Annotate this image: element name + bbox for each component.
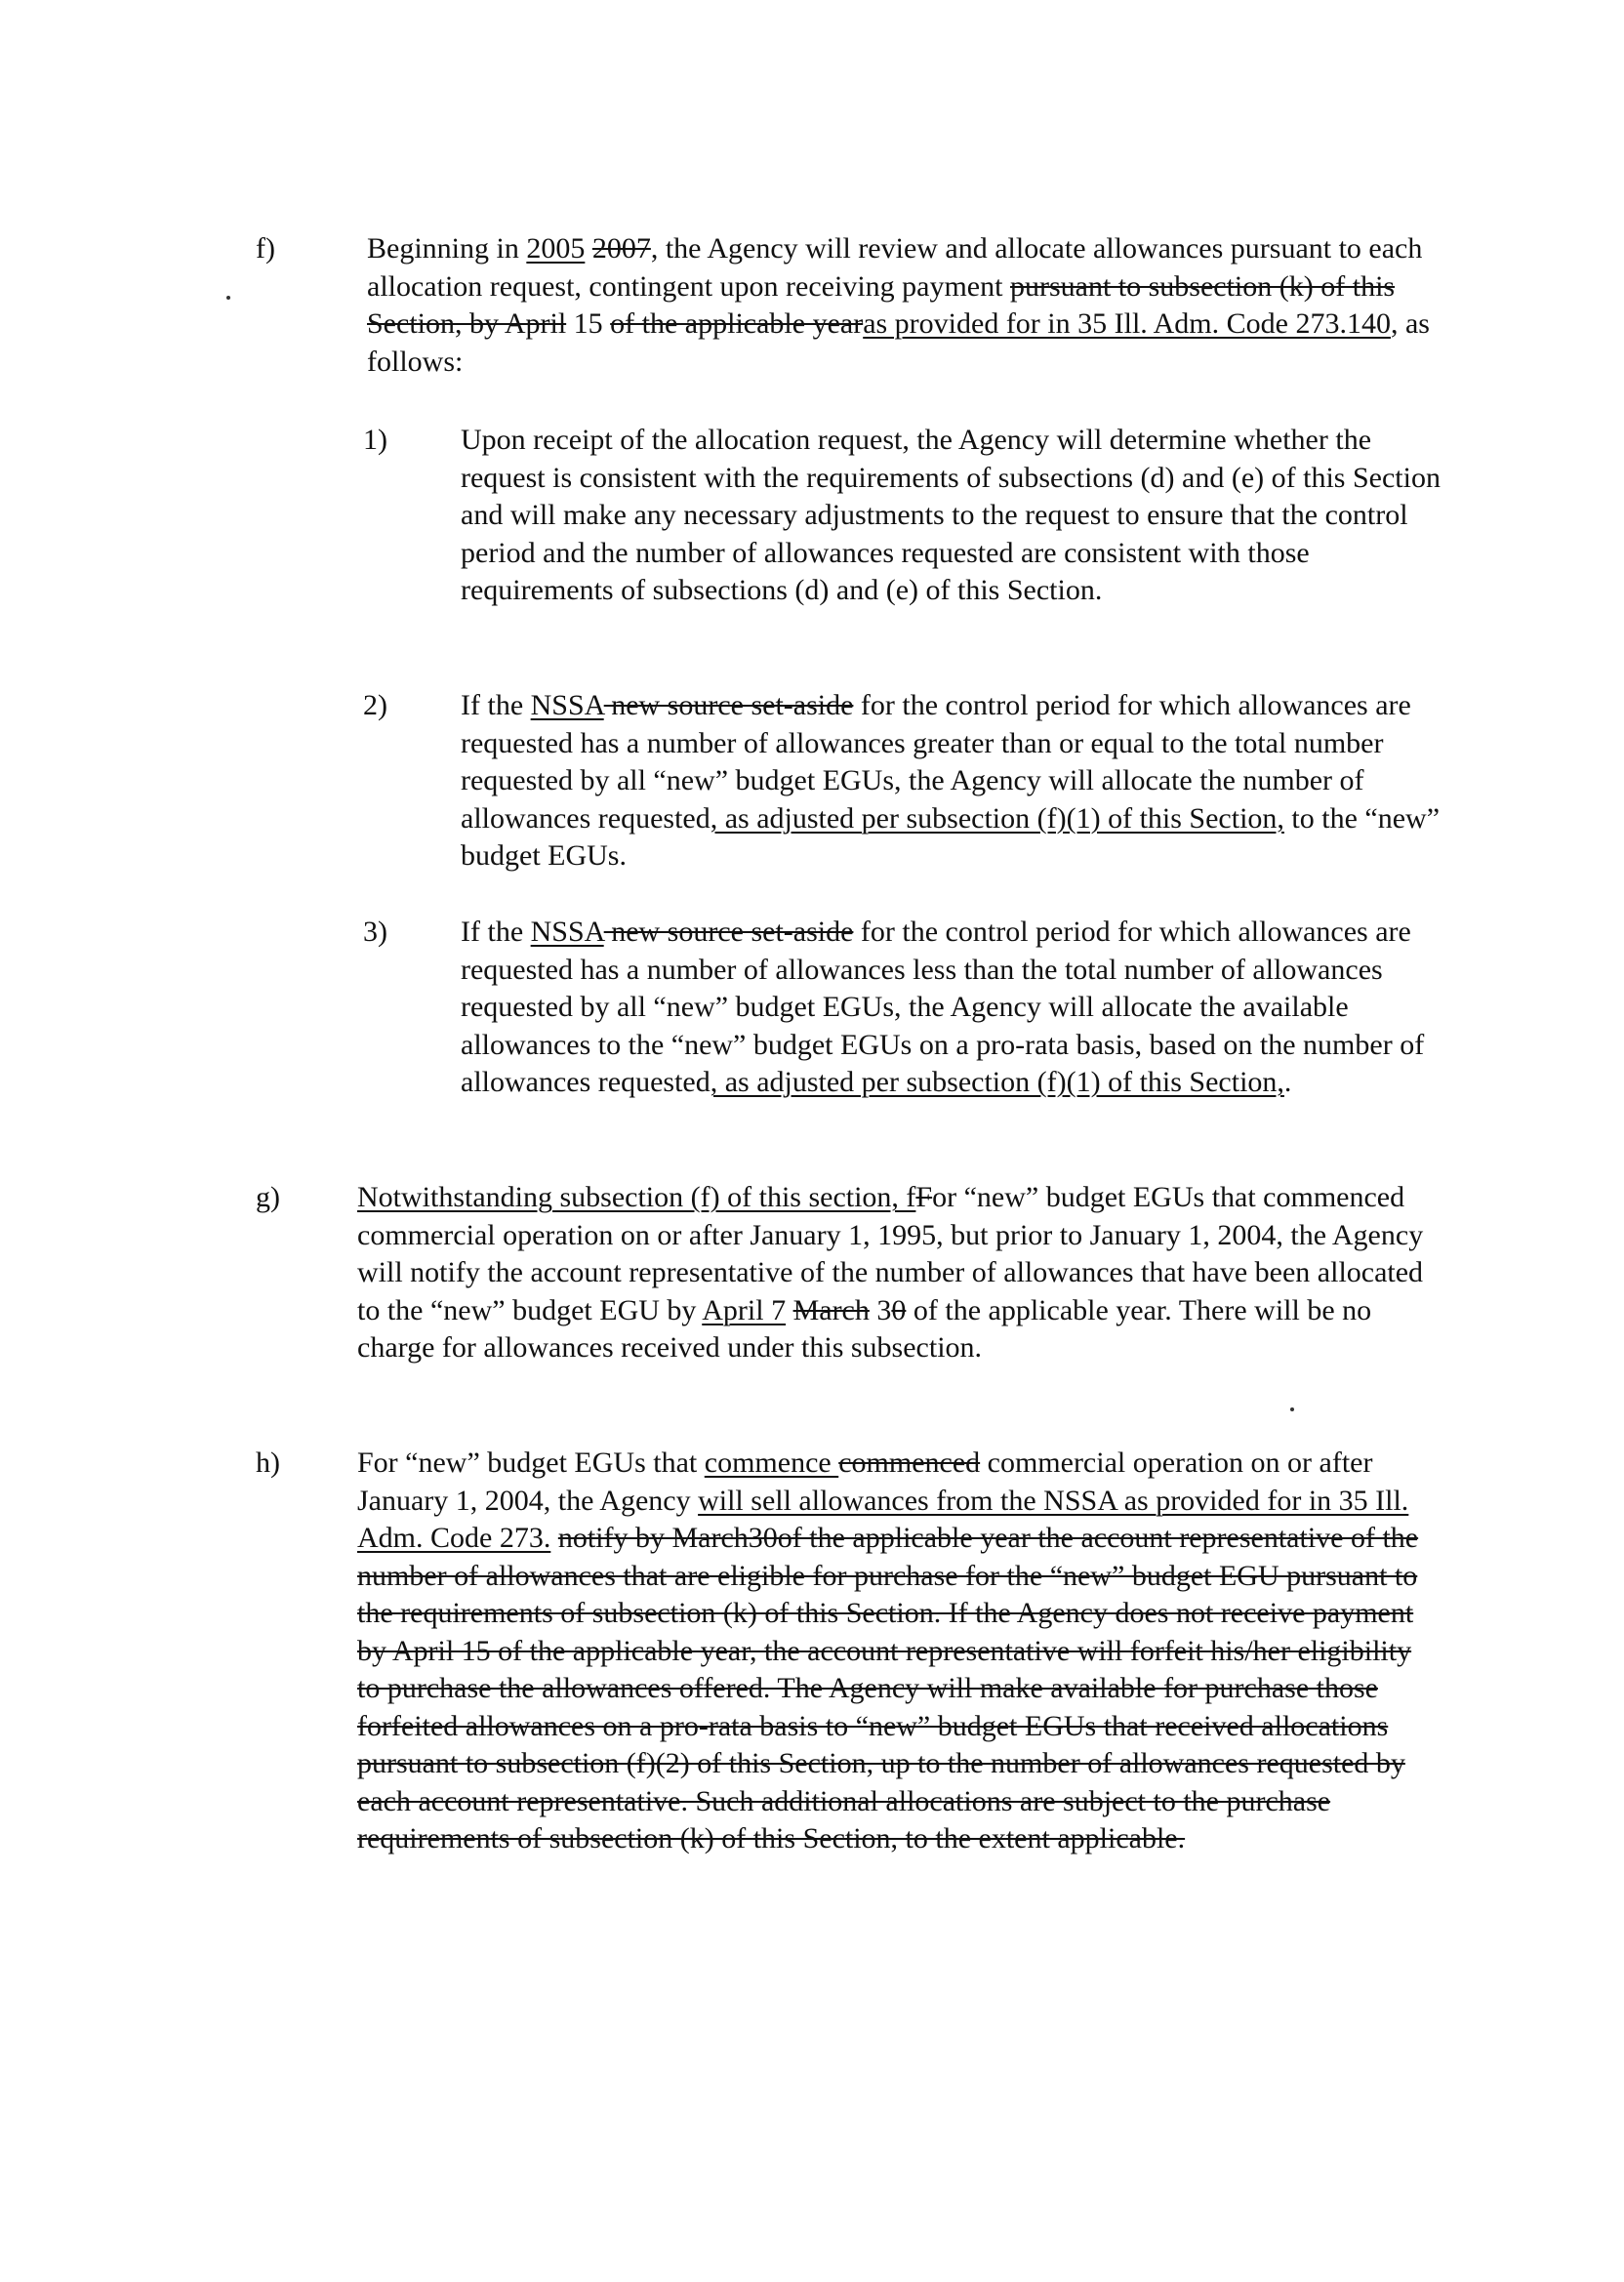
- section-g-marker: g): [256, 1181, 280, 1213]
- inserted-text: April 7: [702, 1293, 787, 1326]
- item-2-marker: 2): [363, 689, 387, 721]
- deleted-text: new source set-aside: [603, 916, 854, 948]
- deleted-text: pursuant to subsection (k) of this Section, by April: [367, 269, 1396, 340]
- body-text: [786, 1294, 793, 1326]
- section-g-text: [357, 1179, 1441, 1367]
- deleted-text: of the applicable year: [610, 307, 864, 340]
- item-3-marker: 3): [363, 916, 387, 948]
- inserted-text: will sell allowances from the NSSA as provided for in 35 Ill. Adm. Code 273.: [357, 1484, 1409, 1554]
- inserted-text: commence: [704, 1447, 839, 1479]
- item-1-text: [461, 422, 1446, 610]
- body-text: .: [1283, 1066, 1292, 1098]
- body-text: 3: [869, 1293, 892, 1326]
- body-text: 15: [566, 307, 611, 340]
- body-text: [585, 232, 592, 265]
- inserted-text: , as adjusted per subsection (f)(1) of this Section,: [710, 801, 1284, 835]
- inserted-text: 2005: [526, 232, 586, 265]
- body-text: If the: [461, 916, 531, 948]
- body-text: Upon receipt of the allocation request, the Agency will determine whether the request is consistent with the requirements of subsections (d) and (e) of this Section and will make any necessary adjustments to the request to ensure that the control period and the number of allowances requested are consistent with those requirements of subsections (d) and (e) of this Section.: [461, 424, 1441, 606]
- body-text: If the: [461, 689, 531, 721]
- inserted-text: as provided for in 35 Ill. Adm. Code 273.140: [863, 307, 1391, 340]
- deleted-text: 2007: [591, 232, 651, 265]
- body-text: commercial operation on or after January 1, 2004, the Agency: [357, 1447, 1373, 1517]
- body-text: or “new” budget EGUs that commenced commercial operation on or after January 1, 1995, but prior to January 1, 2004, the Agency will notify the account representative of the number of allowances that have been allocated to the “new” budget EGU by: [357, 1181, 1424, 1326]
- section-h-marker: h): [256, 1447, 280, 1479]
- body-text: For “new” budget EGUs that: [357, 1447, 705, 1479]
- item-3-text: [461, 914, 1446, 1102]
- body-text: for the control period for which allowances are requested has a number of allowances less than the total number of allowances requested by all “new” budget EGUs, the Agency will allocate the available allowances to the “new” budget EGUs on a pro-rata basis, based on the number of allowances requested: [461, 916, 1425, 1098]
- item-1-marker: 1): [363, 424, 387, 456]
- item-2-text: [461, 687, 1446, 876]
- section-f-marker: f): [256, 232, 275, 265]
- scan-speck: [226, 296, 230, 300]
- section-h-text: [357, 1445, 1441, 1858]
- body-text: to the “new” budget EGUs.: [461, 801, 1441, 872]
- body-text: [550, 1522, 558, 1554]
- inserted-text: , as adjusted per subsection (f)(1) of this Section,: [710, 1066, 1284, 1098]
- section-f-text: [367, 230, 1450, 381]
- deleted-text: notify by March30of the applicable year the account representative of the number of allowances that are eligible for purchase for the “new” budget EGU pursuant to the requirements of subsection (k) of this Section. If the Agency does not receive payment by April 15 of the applicable year, the account representative will forfeit his/her eligibility to purchase the allowances offered. The Agency will make available for purchase those forfeited allowances on a pro-rata basis to “new” budget EGUs that received allocations pursuant to subsection (f)(2) of this Section, up to the number of allowances requested by each account representative. Such additional allocations are subject to the purchase requirements of subsection (k) of this Section, to the extent applicable.: [357, 1522, 1419, 1854]
- body-text: of the applicable year. There will be no charge for allowances received under this subsection.: [357, 1293, 1372, 1364]
- deleted-text: March: [792, 1293, 870, 1326]
- inserted-text: Notwithstanding subsection (f) of this section, f: [357, 1181, 916, 1213]
- body-text: , as follows:: [367, 307, 1430, 378]
- body-text: for the control period for which allowances are requested has a number of allowances greater than or equal to the total number requested by all “new” budget EGUs, the Agency will allocate the number of allowances requested: [461, 689, 1411, 835]
- scan-speck: [1290, 1407, 1294, 1411]
- deleted-text: new source set-aside: [603, 689, 854, 721]
- deleted-text: commenced: [838, 1447, 981, 1479]
- deleted-text: F: [915, 1181, 933, 1213]
- deleted-text: 0: [891, 1293, 907, 1326]
- body-text: Beginning in: [367, 232, 527, 265]
- body-text: , the Agency will review and allocate allowances pursuant to each allocation request, contingent upon receiving payment: [367, 232, 1423, 303]
- inserted-text: NSSA: [530, 689, 604, 721]
- inserted-text: NSSA: [530, 916, 604, 948]
